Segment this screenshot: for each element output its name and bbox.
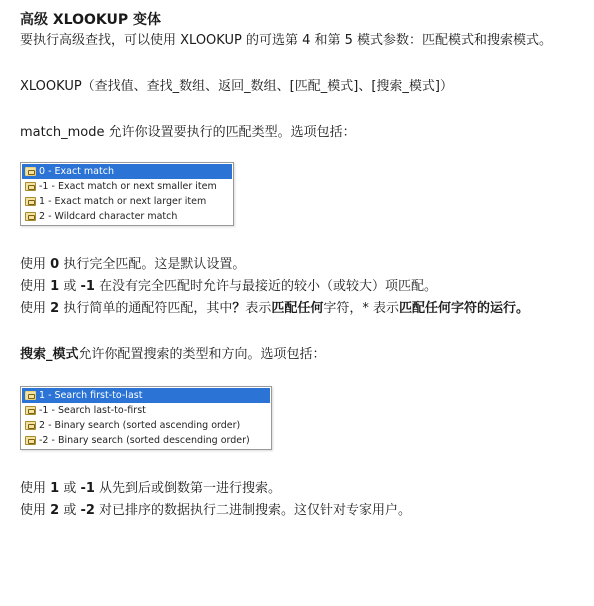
- intro-paragraph: 要执行高级查找，可以使用 XLOOKUP 的可选第 4 和第 5 模式参数：匹配模式和搜索模式。: [20, 33, 553, 48]
- list-item-label: 0 - Exact match: [39, 166, 114, 177]
- match-note-2: 使用 2 执行简单的通配符匹配，其中？表示匹配任何字符，* 表示匹配任何字符的运行。: [20, 301, 530, 316]
- match-note-0: 使用 0 执行完全匹配。这是默认设置。: [20, 257, 246, 272]
- search-mode-listbox[interactable]: [20, 386, 272, 450]
- list-item[interactable]: [22, 164, 232, 179]
- page-title: 高级 XLOOKUP 变体: [20, 12, 161, 28]
- list-item-label: -2 - Binary search (sorted descending order): [39, 435, 250, 446]
- list-item[interactable]: [22, 388, 270, 403]
- list-item[interactable]: [22, 209, 232, 224]
- syntax-line: XLOOKUP（查找值、查找_数组、返回_数组、[匹配_模式]、[搜索_模式]）: [20, 79, 453, 94]
- function-icon: [25, 421, 36, 430]
- document: [20, 10, 580, 522]
- search-note-1: 使用 2 或 -2 对已排序的数据执行二进制搜索。这仅针对专家用户。: [20, 503, 412, 518]
- search-mode-intro: 搜索_模式允许你配置搜索的类型和方向。选项包括：: [20, 347, 326, 362]
- list-item[interactable]: [22, 418, 270, 433]
- list-item-label: 2 - Binary search (sorted ascending order): [39, 420, 241, 431]
- list-item[interactable]: [22, 403, 270, 418]
- list-item[interactable]: [22, 433, 270, 448]
- function-icon: [25, 391, 36, 400]
- match-mode-listbox[interactable]: [20, 162, 234, 226]
- match-note-1: 使用 1 或 -1 在没有完全匹配时允许与最接近的较小（或较大）项匹配。: [20, 279, 438, 294]
- list-item-label: 1 - Exact match or next larger item: [39, 196, 207, 207]
- search-note-0: 使用 1 或 -1 从先到后或倒数第一进行搜索。: [20, 481, 282, 496]
- list-item-label: 1 - Search first-to-last: [39, 390, 143, 401]
- list-item[interactable]: [22, 179, 232, 194]
- list-item-label: 2 - Wildcard character match: [39, 211, 178, 222]
- function-icon: [25, 167, 36, 176]
- list-item-label: -1 - Exact match or next smaller item: [39, 181, 217, 192]
- function-icon: [25, 212, 36, 221]
- match-mode-intro: match_mode 允许你设置要执行的匹配类型。选项包括：: [20, 125, 356, 140]
- list-item-label: -1 - Search last-to-first: [39, 405, 146, 416]
- function-icon: [25, 197, 36, 206]
- list-item[interactable]: [22, 194, 232, 209]
- function-icon: [25, 182, 36, 191]
- function-icon: [25, 436, 36, 445]
- function-icon: [25, 406, 36, 415]
